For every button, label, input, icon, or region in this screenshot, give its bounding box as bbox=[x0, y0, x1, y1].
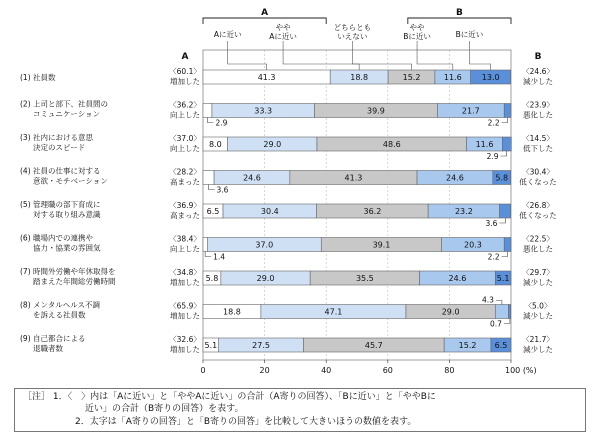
bar-value-label: 48.6 bbox=[382, 140, 401, 149]
b-total-value: 〈24.6〉 bbox=[522, 67, 554, 76]
row-label: (6) 職場内での連携や bbox=[20, 233, 94, 243]
group-bracket-a bbox=[203, 18, 326, 24]
row-label: 退職者数 bbox=[33, 344, 63, 353]
legend-label-2: Aに近い bbox=[269, 32, 297, 41]
bar-value-label: 47.1 bbox=[324, 307, 343, 317]
bar-value-label: 30.4 bbox=[260, 207, 279, 216]
bar-value-label: 11.6 bbox=[443, 73, 462, 82]
b-direction-label: 減少した bbox=[523, 278, 553, 287]
b-direction-label: 低くなった bbox=[519, 211, 557, 220]
legend-label-2: やや bbox=[275, 23, 291, 32]
bar-segment bbox=[504, 104, 511, 118]
a-direction-label: 向上した bbox=[170, 144, 200, 153]
legend-leader-line bbox=[469, 41, 490, 70]
legend-label-4: Bに近い bbox=[403, 32, 431, 41]
a-total-value: 〈32.6〉 bbox=[169, 335, 201, 344]
x-tick-label: 20 bbox=[259, 366, 270, 375]
b-direction-label: 悪化した bbox=[523, 244, 553, 254]
row-label: (1) 社員数 bbox=[20, 73, 56, 82]
note-line-2: 近い」の合計（B寄りの回答）を表す。 bbox=[85, 404, 244, 414]
b-total-value: 〈23.9〉 bbox=[522, 100, 554, 110]
a-total-value: 〈34.8〉 bbox=[169, 268, 201, 277]
a-total-value: 〈36.2〉 bbox=[169, 100, 201, 110]
b-direction-label: 低くなった bbox=[519, 177, 557, 187]
row-label: 意欲・モチベーション bbox=[33, 176, 108, 186]
notes-box bbox=[14, 388, 586, 432]
b-total-value: 〈26.8〉 bbox=[522, 201, 554, 210]
a-direction-label: 増加した bbox=[170, 311, 200, 321]
legend-label-3: どちらとも bbox=[333, 23, 372, 32]
bar-segment bbox=[203, 104, 212, 118]
column-header-a: A bbox=[181, 52, 189, 62]
row-label: (7) 時間外労働や年休取得を bbox=[20, 267, 116, 276]
x-tick-label: 60 bbox=[382, 366, 393, 375]
row-label: を訴える社員数 bbox=[33, 310, 86, 320]
bar-segment bbox=[509, 305, 511, 319]
b-direction-label: 低下した bbox=[523, 144, 553, 153]
x-tick-label: 40 bbox=[321, 366, 332, 375]
callout-line bbox=[209, 185, 215, 190]
column-header-b: B bbox=[534, 52, 542, 62]
bar-value-label: 5.1 bbox=[204, 341, 218, 350]
b-total-value: 〈22.5〉 bbox=[522, 234, 554, 244]
a-total-value: 〈28.2〉 bbox=[169, 167, 201, 177]
x-tick-label: 100 (%) bbox=[505, 366, 537, 375]
bar-segment bbox=[203, 171, 214, 185]
callout-value: 2.9 bbox=[486, 152, 499, 161]
legend-leader-line bbox=[417, 41, 453, 70]
b-direction-label: 減少した bbox=[523, 77, 553, 86]
bar-value-label: 39.9 bbox=[367, 106, 385, 116]
bar-value-label: 36.2 bbox=[363, 207, 382, 216]
callout-line bbox=[502, 118, 508, 123]
b-direction-label: 減少した bbox=[523, 311, 553, 321]
x-tick-label: 80 bbox=[444, 366, 455, 375]
bar-value-label: 27.5 bbox=[252, 341, 270, 350]
row-label: (9) 自己都合による bbox=[20, 334, 86, 343]
a-total-value: 〈60.1〉 bbox=[169, 67, 201, 76]
bar-segment bbox=[502, 137, 511, 151]
a-total-value: 〈65.9〉 bbox=[169, 301, 201, 311]
group-label-a: A bbox=[261, 8, 269, 18]
bar-value-label: 45.7 bbox=[364, 341, 383, 350]
b-direction-label: 悪化した bbox=[523, 110, 553, 120]
bar-value-label: 8.0 bbox=[208, 140, 222, 149]
x-tick-label: 0 bbox=[200, 366, 206, 375]
a-total-value: 〈37.0〉 bbox=[169, 134, 201, 143]
bar-value-label: 29.0 bbox=[441, 307, 460, 317]
callout-value: 3.6 bbox=[216, 185, 229, 195]
legend-leader-line bbox=[228, 41, 267, 70]
row-label: (8) メンタルヘルス不調 bbox=[20, 300, 100, 310]
callout-value: 2.2 bbox=[487, 118, 500, 128]
bar-value-label: 11.6 bbox=[475, 140, 494, 149]
note-line-1: ［注］ 1．〈 〉内は「Aに近い」と「ややAに近い」の合計（A寄りの回答）、「Bに近い」と「ややBに bbox=[23, 392, 436, 402]
row-label: コミュニケーション bbox=[33, 109, 101, 119]
callout-value: 0.7 bbox=[489, 319, 502, 329]
bar-value-label: 41.3 bbox=[344, 173, 363, 183]
bar-value-label: 39.1 bbox=[372, 240, 391, 250]
a-direction-label: 高まった bbox=[170, 177, 200, 187]
b-direction-label: 減少した bbox=[523, 345, 553, 354]
legend-leader-line bbox=[352, 41, 411, 70]
bar-value-label: 18.8 bbox=[223, 307, 241, 317]
b-total-value: 〈30.4〉 bbox=[522, 167, 554, 177]
b-total-value: 〈29.7〉 bbox=[522, 268, 554, 277]
a-total-value: 〈36.9〉 bbox=[169, 201, 201, 210]
a-direction-label: 増加した bbox=[170, 345, 200, 354]
callout-value: 2.2 bbox=[487, 252, 500, 262]
a-direction-label: 増加した bbox=[170, 278, 200, 287]
bar-value-label: 6.5 bbox=[206, 207, 220, 216]
legend-label-3: いえない bbox=[337, 32, 368, 41]
bar-value-label: 18.8 bbox=[350, 73, 369, 82]
callout-value: 3.6 bbox=[485, 219, 498, 228]
a-total-value: 〈38.4〉 bbox=[169, 234, 201, 244]
bar-value-label: 24.6 bbox=[448, 274, 467, 283]
bar-value-label: 6.5 bbox=[494, 341, 508, 350]
bar-segment bbox=[504, 238, 511, 252]
callout-line bbox=[499, 218, 505, 223]
callout-line bbox=[207, 118, 213, 123]
callout-value: 1.4 bbox=[213, 252, 226, 262]
note-line-3: 2．太字は「A寄りの回答」と「B寄りの回答」を比較して大きいほうの数値を表す。 bbox=[75, 417, 417, 427]
row-label: (3) 社内における意思 bbox=[20, 133, 94, 142]
callout-line bbox=[502, 252, 508, 257]
bar-value-label: 21.7 bbox=[461, 106, 480, 116]
bar-value-label: 24.6 bbox=[243, 173, 261, 183]
legend-leader-line bbox=[283, 41, 359, 70]
a-direction-label: 増加した bbox=[170, 77, 200, 86]
callout-line bbox=[504, 319, 510, 324]
callout-line bbox=[496, 301, 502, 305]
b-total-value: 〈5.0〉 bbox=[524, 301, 552, 311]
callout-line bbox=[205, 252, 211, 257]
bar-value-label: 24.6 bbox=[446, 173, 464, 183]
bar-value-label: 20.3 bbox=[464, 240, 482, 250]
bar-value-label: 35.5 bbox=[355, 274, 374, 283]
bar-value-label: 23.2 bbox=[454, 207, 473, 216]
callout-value: 4.3 bbox=[481, 295, 494, 305]
row-label: 決定のスピード bbox=[33, 143, 86, 152]
bar-value-label: 5.1 bbox=[496, 274, 510, 283]
b-total-value: 〈21.7〉 bbox=[522, 335, 554, 344]
group-label-b: B bbox=[455, 8, 463, 18]
a-direction-label: 向上した bbox=[170, 110, 200, 120]
bar-value-label: 29.0 bbox=[256, 274, 275, 283]
bar-segment bbox=[495, 305, 508, 319]
row-label: 踏まえた年間総労働時間 bbox=[33, 277, 116, 286]
a-direction-label: 高まった bbox=[170, 211, 200, 220]
legend-label-1: Aに近い bbox=[213, 30, 242, 39]
callout-line bbox=[501, 151, 507, 156]
legend-label-4: やや bbox=[409, 23, 425, 32]
bar-value-label: 5.8 bbox=[205, 274, 219, 283]
b-total-value: 〈14.5〉 bbox=[522, 134, 554, 143]
bar-value-label: 33.3 bbox=[254, 106, 273, 116]
row-label: (5) 管理職の部下育成に bbox=[20, 200, 101, 209]
row-label: 協力・協業の雰囲気 bbox=[33, 243, 101, 253]
bar-value-label: 15.2 bbox=[402, 73, 421, 82]
row-label: (4) 社員の仕事に対する bbox=[20, 166, 101, 176]
bar-value-label: 5.8 bbox=[495, 173, 509, 183]
bar-segment bbox=[203, 238, 207, 252]
bar-value-label: 41.3 bbox=[257, 73, 276, 82]
callout-value: 2.9 bbox=[215, 118, 228, 128]
a-direction-label: 向上した bbox=[170, 244, 200, 254]
legend-label-5: Bに近い bbox=[455, 30, 484, 39]
bar-segment bbox=[500, 204, 511, 218]
bar-value-label: 37.0 bbox=[255, 240, 274, 250]
bar-value-label: 29.0 bbox=[263, 140, 282, 149]
row-label: 対する取り組み意識 bbox=[33, 210, 101, 219]
bar-value-label: 15.2 bbox=[458, 341, 477, 350]
bar-value-label: 13.0 bbox=[481, 73, 500, 82]
row-label: (2) 上司と部下、社員間の bbox=[20, 99, 109, 109]
